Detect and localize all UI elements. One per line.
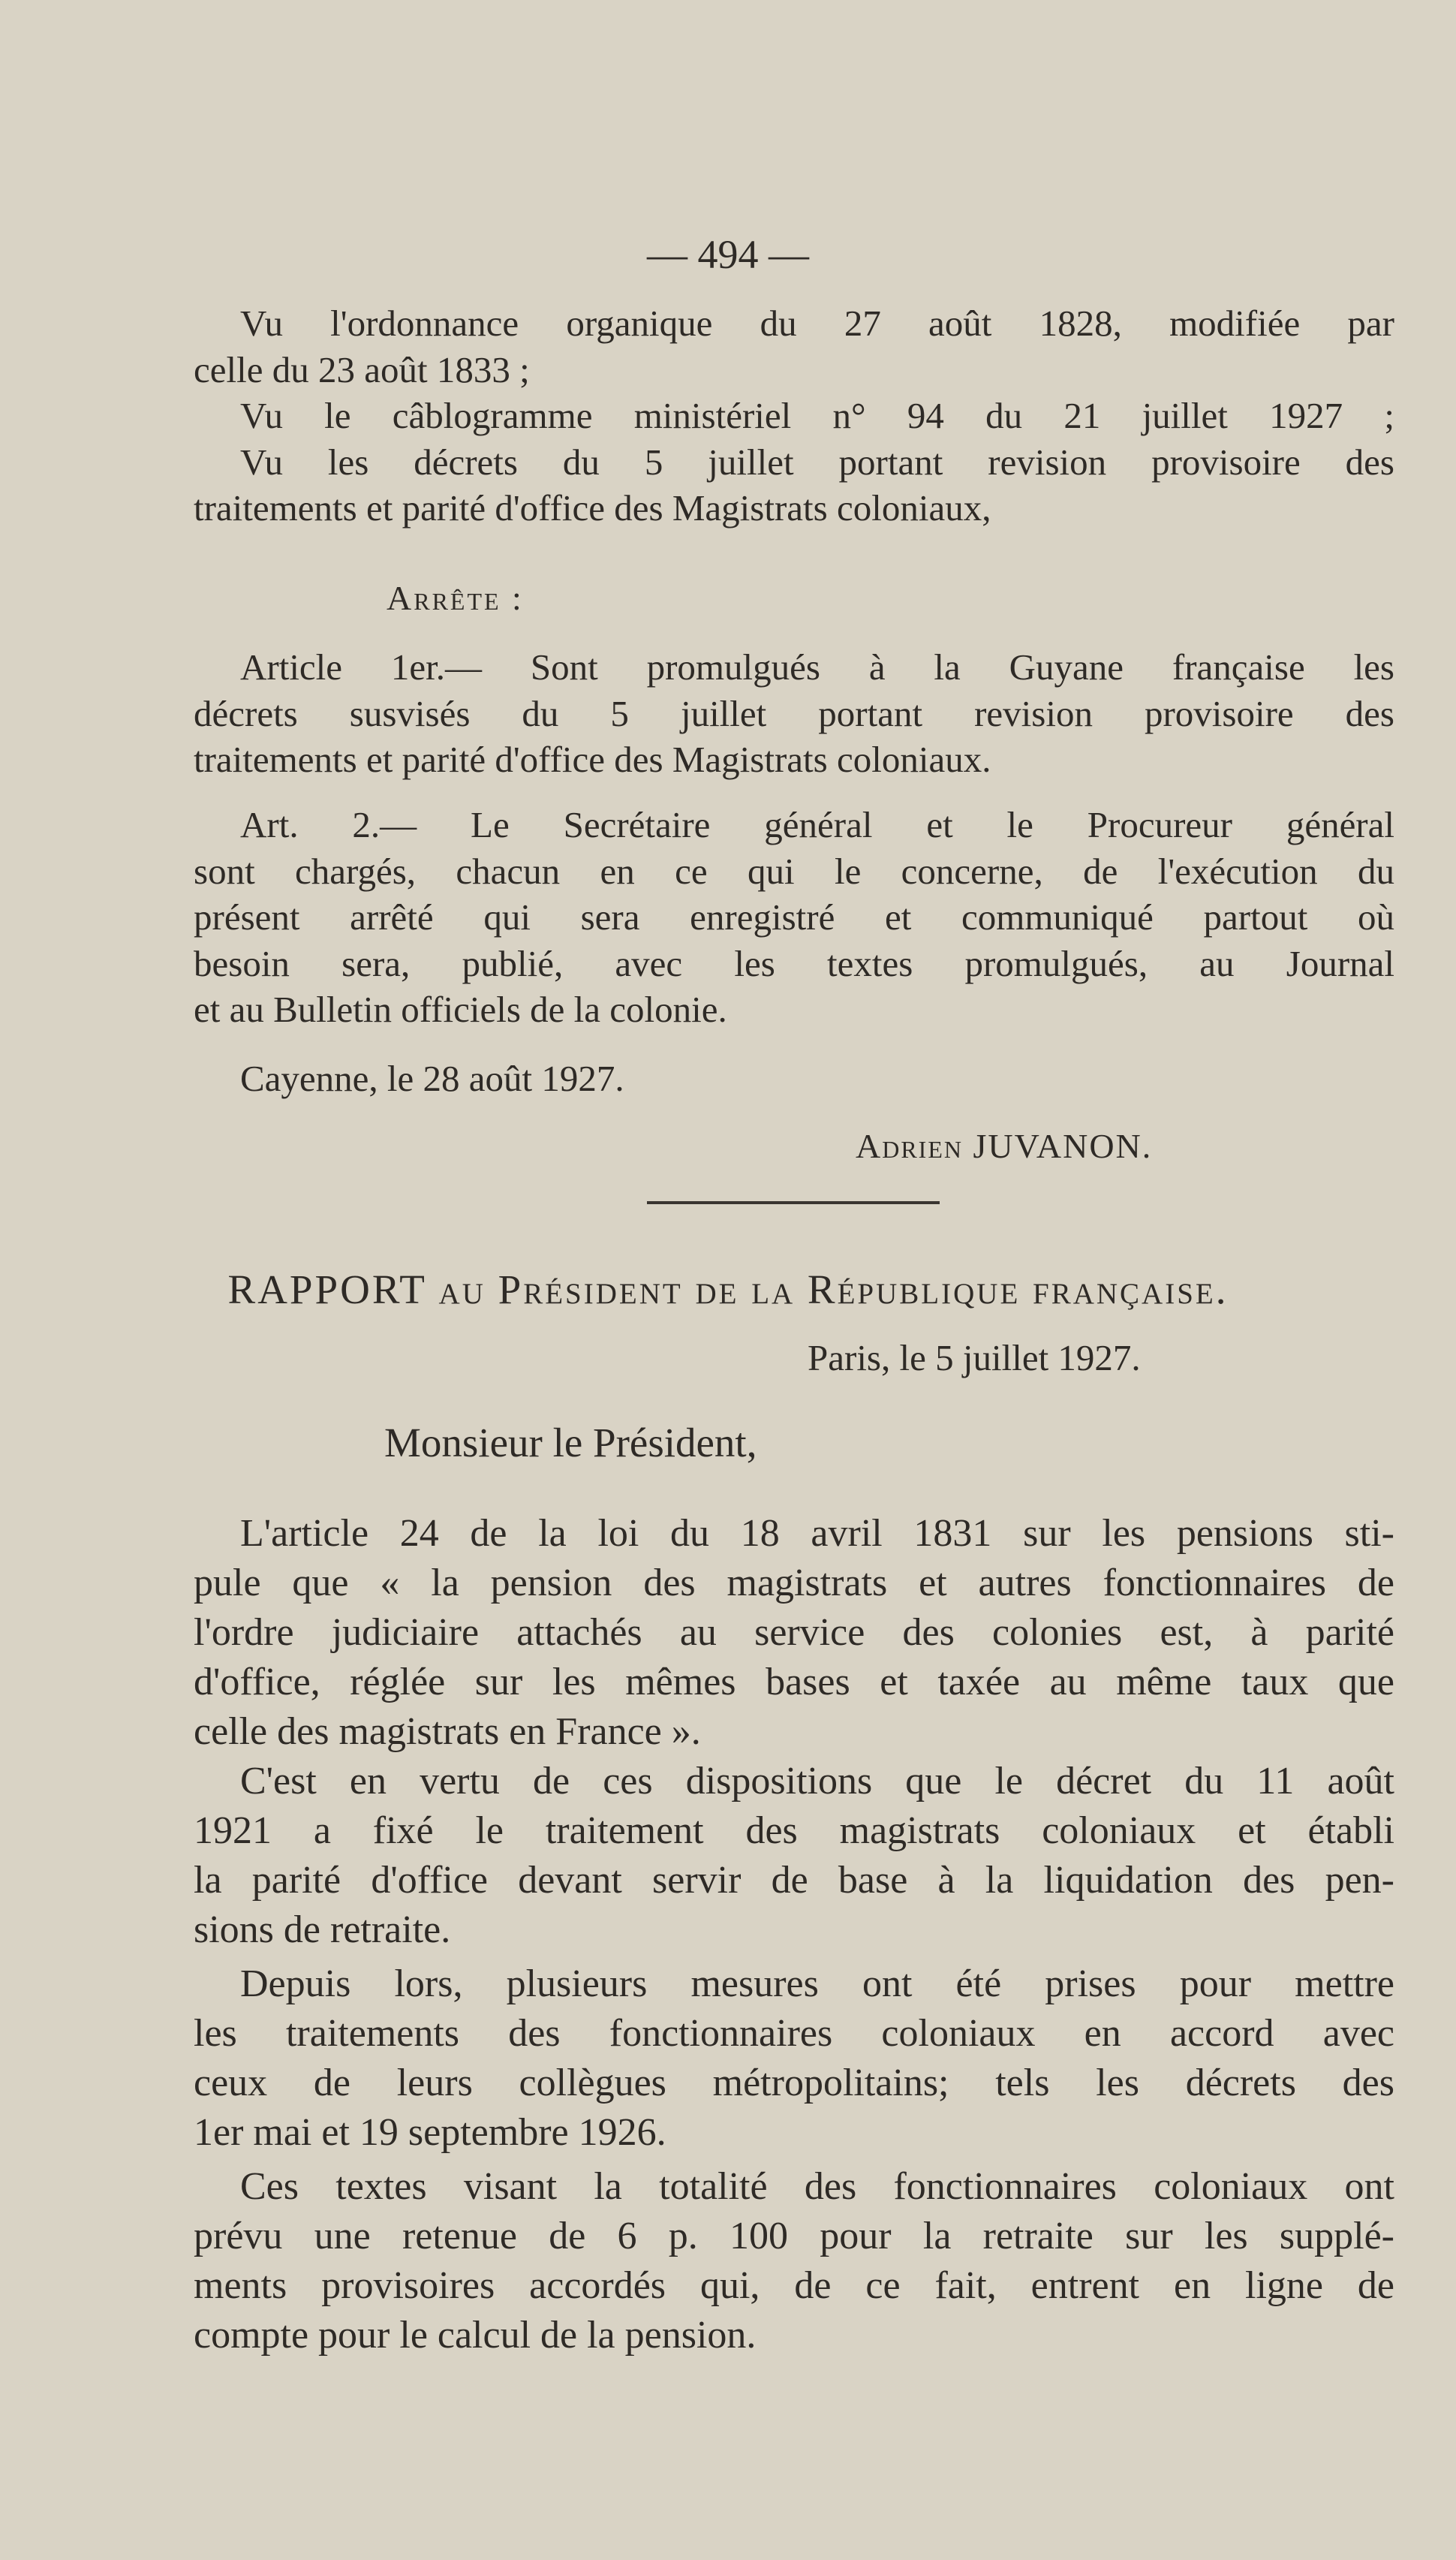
- visa-line: Vu l'ordonnance organique du 27 août 1828, modifiée par: [240, 303, 1394, 344]
- text-line: pule que « la pension des magistrats et autres fonctionnaires de: [194, 1562, 1394, 1604]
- text-line: C'est en vertu de ces dispositions que le décret du 11 août: [240, 1760, 1394, 1803]
- rapport-paragraph-1: [194, 1509, 1394, 1757]
- text-line: celle des magistrats en France ».: [194, 1710, 701, 1753]
- article-line: et au Bulletin officiels de la colonie.: [194, 989, 727, 1030]
- text-line: L'article 24 de la loi du 18 avril 1831 sur les pensions sti-: [240, 1512, 1394, 1555]
- article-2: [194, 802, 1394, 1033]
- text-line: ments provisoires accordés qui, de ce fait, entrent en ligne de: [194, 2264, 1394, 2307]
- article-line: besoin sera, publié, avec les textes promulgués, au Journal: [194, 942, 1394, 984]
- rapport-paragraph-4: [194, 2162, 1394, 2360]
- page-number: — 494 —: [647, 232, 809, 277]
- text-line: compte pour le calcul de la pension.: [194, 2314, 757, 2357]
- text-line: 1er mai et 19 septembre 1926.: [194, 2111, 666, 2154]
- rapport-paragraph-2: [194, 1757, 1394, 1955]
- separator-rule: [647, 1201, 940, 1204]
- article-1: [194, 644, 1394, 783]
- article-line: décrets susvisés du 5 juillet portant revision provisoire des: [194, 692, 1394, 734]
- text-line: sions de retraite.: [194, 1908, 451, 1951]
- arrete-heading: Arrête :: [387, 579, 524, 617]
- visa-line: traitements et parité d'office des Magistrats coloniaux,: [194, 487, 991, 529]
- rapport-date: Paris, le 5 juillet 1927.: [808, 1337, 1141, 1378]
- place-date: Cayenne, le 28 août 1927.: [240, 1058, 624, 1099]
- rapport-paragraph-3: [194, 1959, 1394, 2158]
- article-line: sont chargés, chacun en ce qui le concerne, de l'exécution du: [194, 850, 1394, 892]
- article-line: Article 1er.— Sont promulgués à la Guyane française les: [240, 646, 1394, 688]
- visas-block: [194, 300, 1394, 532]
- article-line: présent arrêté qui sera enregistré et communiqué partout où: [194, 896, 1394, 938]
- signature: Adrien JUVANON.: [856, 1127, 1153, 1165]
- text-line: ceux de leurs collègues métropolitains; tels les décrets des: [194, 2062, 1394, 2104]
- text-line: la parité d'office devant servir de base à la liquidation des pen-: [194, 1859, 1394, 1902]
- article-line: Art. 2.— Le Secrétaire général et le Procureur général: [240, 804, 1394, 845]
- text-line: l'ordre judiciaire attachés au service des colonies est, à parité: [194, 1611, 1394, 1654]
- text-line: prévu une retenue de 6 p. 100 pour la retraite sur les supplé-: [194, 2215, 1394, 2257]
- text-line: Depuis lors, plusieurs mesures ont été prises pour mettre: [240, 1962, 1394, 2005]
- article-line: traitements et parité d'office des Magistrats coloniaux.: [194, 739, 991, 780]
- text-line: Ces textes visant la totalité des fonctionnaires coloniaux ont: [240, 2165, 1394, 2208]
- rapport-title: RAPPORT au Président de la République française.: [227, 1266, 1229, 1312]
- salutation: Monsieur le Président,: [384, 1420, 757, 1465]
- visa-line: Vu le câblogramme ministériel n° 94 du 21 juillet 1927 ;: [240, 395, 1394, 436]
- text-line: 1921 a fixé le traitement des magistrats coloniaux et établi: [194, 1809, 1394, 1852]
- text-line: d'office, réglée sur les mêmes bases et taxée au même taux que: [194, 1661, 1394, 1703]
- text-line: les traitements des fonctionnaires coloniaux en accord avec: [194, 2012, 1394, 2055]
- visa-line: celle du 23 août 1833 ;: [194, 348, 530, 390]
- visa-line: Vu les décrets du 5 juillet portant revision provisoire des: [240, 441, 1394, 483]
